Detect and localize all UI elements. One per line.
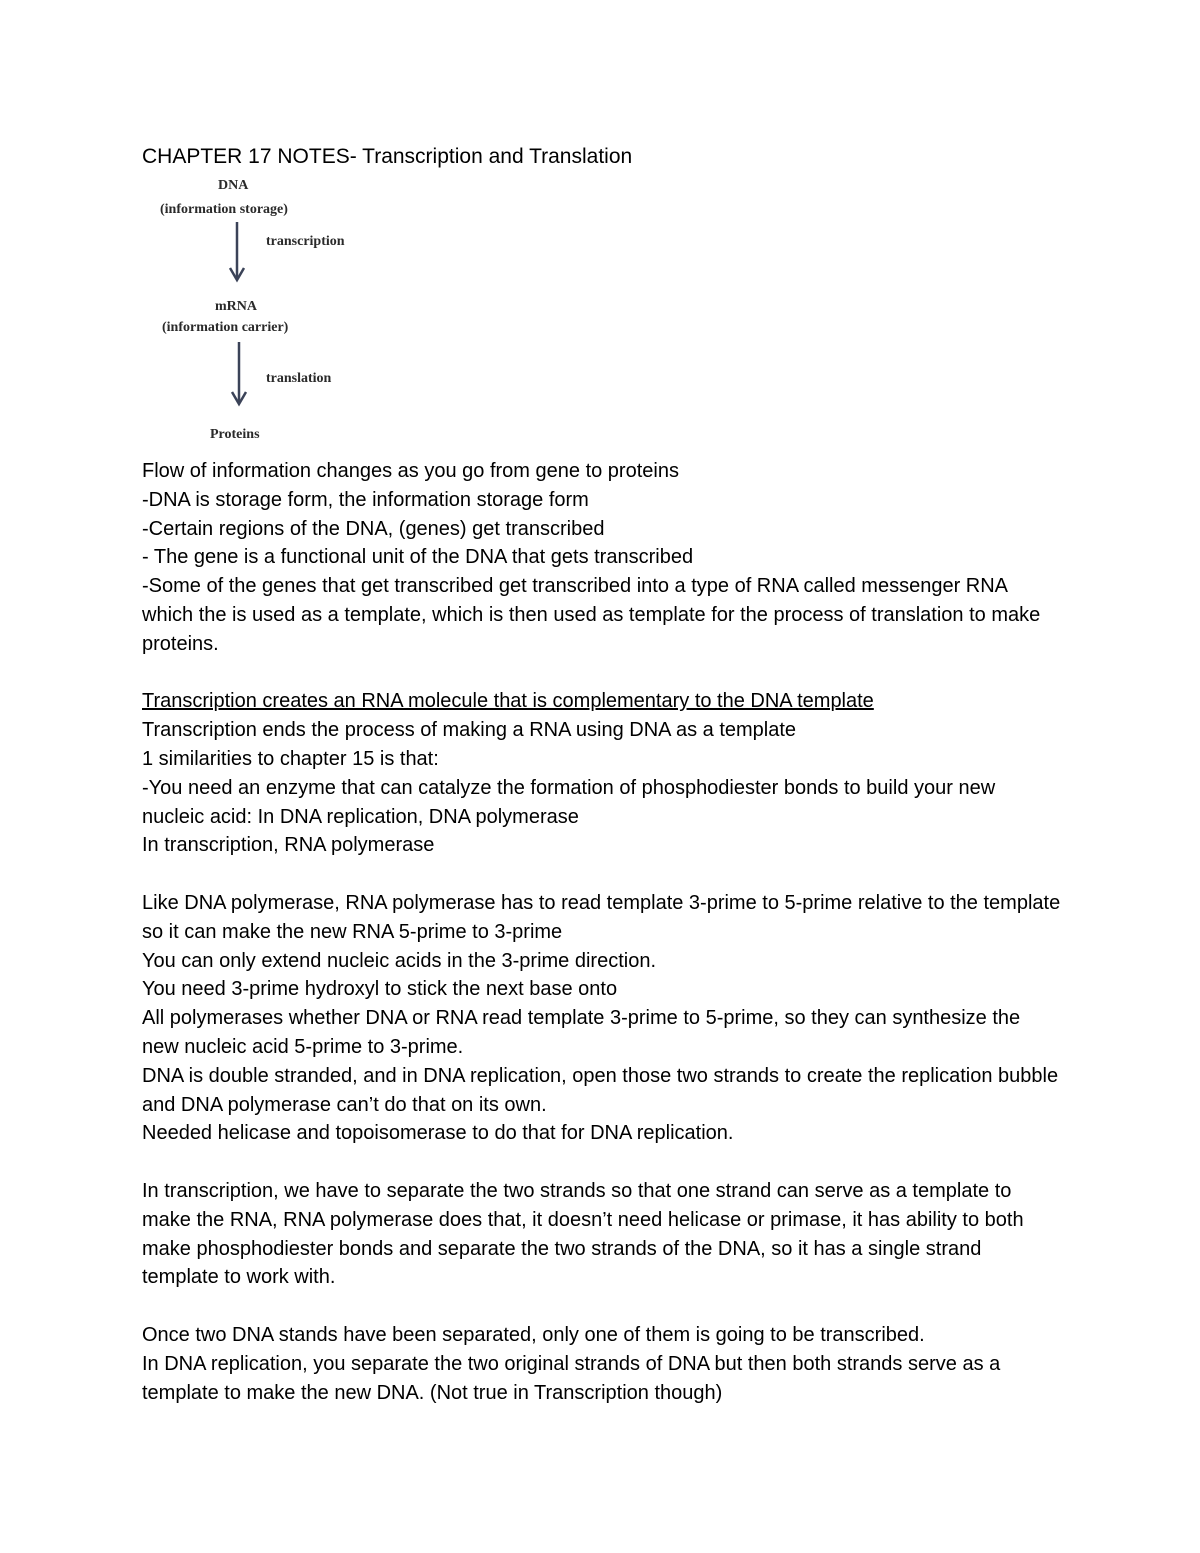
mrna-subtitle: (information carrier)	[162, 320, 289, 335]
section-heading: Transcription creates an RNA molecule that is complementary to the DNA template	[142, 690, 874, 713]
flow-diagram	[140, 172, 400, 452]
paragraph: -Certain regions of the DNA, (genes) get transcribed	[142, 517, 605, 540]
blank-line	[142, 1292, 1062, 1321]
blank-line	[142, 1148, 1062, 1177]
paragraph: DNA is double stranded, and in DNA replication, open those two strands to create the replication bubble and DNA polymerase can’t do that on its own.	[142, 1064, 1059, 1116]
paragraph: -You need an enzyme that can catalyze the formation of phosphodiester bonds to build your new nucleic acid: In DNA replication, DNA polymerase	[142, 776, 996, 828]
transcription-label: transcription	[266, 234, 345, 249]
paragraph: You need 3-prime hydroxyl to stick the next base onto	[142, 978, 618, 1001]
paragraph: In transcription, we have to separate the two strands so that one strand can serve as a template to make the RNA, RNA polymerase does that, it doesn’t need helicase or primase, it has ability to both make phosphodiester bonds and separate the two strands of the DNA, so it has a single strand template to work with.	[142, 1179, 1024, 1289]
paragraph: -Some of the genes that get transcribed get transcribed into a type of RNA called messenger RNA which the is used as a template, which is then used as template for the process of translation to make proteins.	[142, 575, 1041, 655]
arrow-down-icon	[230, 222, 244, 280]
paragraph: Transcription ends the process of making a RNA using DNA as a template	[142, 719, 797, 742]
arrow-down-icon	[232, 342, 246, 404]
paragraph: Like DNA polymerase, RNA polymerase has to read template 3-prime to 5-prime relative to the template so it can make the new RNA 5-prime to 3-prime	[142, 891, 1061, 943]
dna-subtitle: (information storage)	[160, 202, 288, 217]
blank-line	[142, 860, 1062, 889]
paragraph: - The gene is a functional unit of the DNA that gets transcribed	[142, 546, 694, 569]
paragraph: 1 similarities to chapter 15 is that:	[142, 747, 439, 770]
paragraph: All polymerases whether DNA or RNA read template 3-prime to 5-prime, so they can synthesize the new nucleic acid 5-prime to 3-prime.	[142, 1007, 1021, 1058]
paragraph: Flow of information changes as you go from gene to proteins	[142, 460, 679, 482]
blank-line	[142, 659, 1062, 688]
mrna-label: mRNA	[215, 299, 257, 314]
notes-body	[142, 457, 1062, 1407]
paragraph: In DNA replication, you separate the two original strands of DNA but then both strands serve as a template to make the new DNA. (Not true in Transcription though)	[142, 1352, 1001, 1404]
paragraph: Needed helicase and topoisomerase to do that for DNA replication.	[142, 1122, 734, 1145]
paragraph: In transcription, RNA polymerase	[142, 834, 435, 857]
translation-label: translation	[266, 371, 332, 386]
proteins-label: Proteins	[210, 427, 260, 442]
page-title: CHAPTER 17 NOTES- Transcription and Translation	[142, 145, 633, 168]
paragraph: -DNA is storage form, the information storage form	[142, 488, 589, 511]
dna-label: DNA	[218, 178, 249, 193]
paragraph: Once two DNA stands have been separated, only one of them is going to be transcribed.	[142, 1323, 925, 1346]
paragraph: You can only extend nucleic acids in the 3-prime direction.	[142, 949, 657, 972]
